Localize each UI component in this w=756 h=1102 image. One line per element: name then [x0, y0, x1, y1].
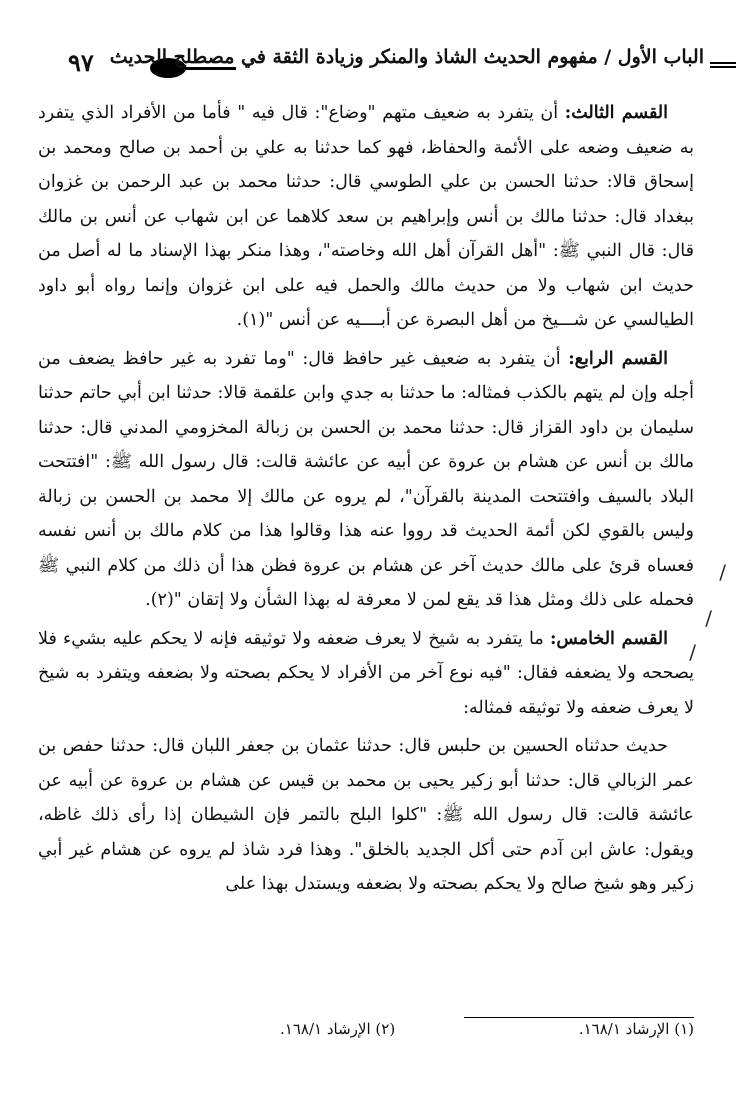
section-label: القسم الثالث: [564, 103, 668, 123]
margin-annotation-mark: / [719, 560, 726, 584]
margin-annotation-mark: / [689, 640, 696, 664]
paragraph-section-3 [38, 96, 694, 338]
running-title: الباب الأول / مفهوم الحديث الشاذ والمنكر وزيادة الثقة في مصطلح الحديث [109, 46, 704, 68]
header-rule [710, 62, 736, 68]
paragraph-text: حديث حدثناه الحسين بن حلبس قال: حدثنا عثمان بن جعفر اللبان قال: حدثنا حفص بن عمر الزبالي قال: حدثنا أبو زكير يحيى بن محمد بن قيس عن هشام بن عروة عن أبيه عن عائشة قالت: قال رسول الله ﷺ: "كلوا البلح بالتمر فإن الشيطان إذا رأى ذلك غاظه، ويقول: عاش ابن آدم حتى أكل الجديد بالخلق". وهذا فرد شاذ لم يروه عن هشام غير أبي زكير وهو شيخ صالح ولا يحكم بصحته ولا بضعفه ويستدل بهذا على [38, 736, 694, 894]
section-label: القسم الرابع: [568, 348, 668, 369]
page-header [40, 40, 736, 94]
paragraph-section-4 [38, 342, 694, 618]
footnote-2: (٢) الإرشاد ١٦٨/١. [280, 1020, 396, 1038]
margin-annotation-mark: / [705, 606, 712, 630]
footnotes [280, 1020, 694, 1038]
paragraph-text: أن يتفرد به ضعيف متهم "وضاع": قال فيه " فأما من الأفراد الذي يتفرد به ضعيف وضعه على الأئمة والحفاظ، فهو كما حدثنا به علي بن أحمد بن صالح ومحمد بن إسحاق قالا: حدثنا الحسن بن علي الطوسي قال: حدثنا محمد بن عبد الرحمن بن غزوان ببغداد قال: حدثنا مالك بن أنس وإبراهيم بن سعد كلاهما عن ابن شهاب عن أنس بن مالك قال: قال النبي ﷺ: "أهل القرآن أهل الله وخاصته"، وهذا منكر بهذا الإسناد ما له أصل من حديث ابن شهاب ولا من حديث مالك والحمل فيه على ابن غزوان وإنما رواه أبو داود الطيالسي عن شـــيخ من أهل البصرة عن أبــــيه عن أنس "(١). [38, 103, 694, 330]
footnote-separator [464, 1017, 694, 1018]
footnote-1: (١) الإرشاد ١٦٨/١. [578, 1020, 694, 1038]
paragraph-section-5 [38, 622, 694, 726]
page-number: ٩٧ [68, 48, 94, 77]
section-label: القسم الخامس: [549, 628, 668, 649]
paragraph-text: أن يتفرد به ضعيف غير حافظ قال: "وما تفرد به غير حافظ يضعف من أجله وإن لم يتهم بالكذب فمثاله: ما حدثنا به جدي وابن علقمة قالا: حدثنا ابن أبي حاتم حدثنا سليمان بن داود القزاز قال: حدثنا محمد بن الحسن بن زبالة المخزومي المدني قال: حدثنا مالك بن أنس عن هشام بن عروة عن أبيه عن عائشة قالت: قال رسول الله ﷺ: "افتتحت البلاد بالسيف وافتتحت المدينة بالقرآن"، لم يروه عن مالك إلا محمد بن الحسن بن زبالة وليس بالقوي لكن أئمة الحديث قد رووا عنه هذا وقالوا هذا من كلام مالك بن أنس نفسه فعساه قرئ على مالك حديث آخر عن هشام بن عروة فظن هذا أن ذلك من كلام النبي ﷺ فحمله على ذلك ومثل هذا قد يقع لمن لا معرفة له بهذا الشأن ولا إتقان "(٢). [38, 348, 694, 610]
page-body [38, 96, 694, 906]
paragraph-example [38, 729, 694, 902]
paragraph-text: ما يتفرد به شيخ لا يعرف ضعفه ولا توثيقه فإنه لا يحكم عليه بشيء فلا يصححه ولا يضعفه فقال: "فيه نوع آخر من الأفراد لا يحكم بصحته ولا بضعفه ويتفرد به شيخ لا يعرف ضعفه ولا توثيقه فمثاله: [38, 628, 694, 718]
